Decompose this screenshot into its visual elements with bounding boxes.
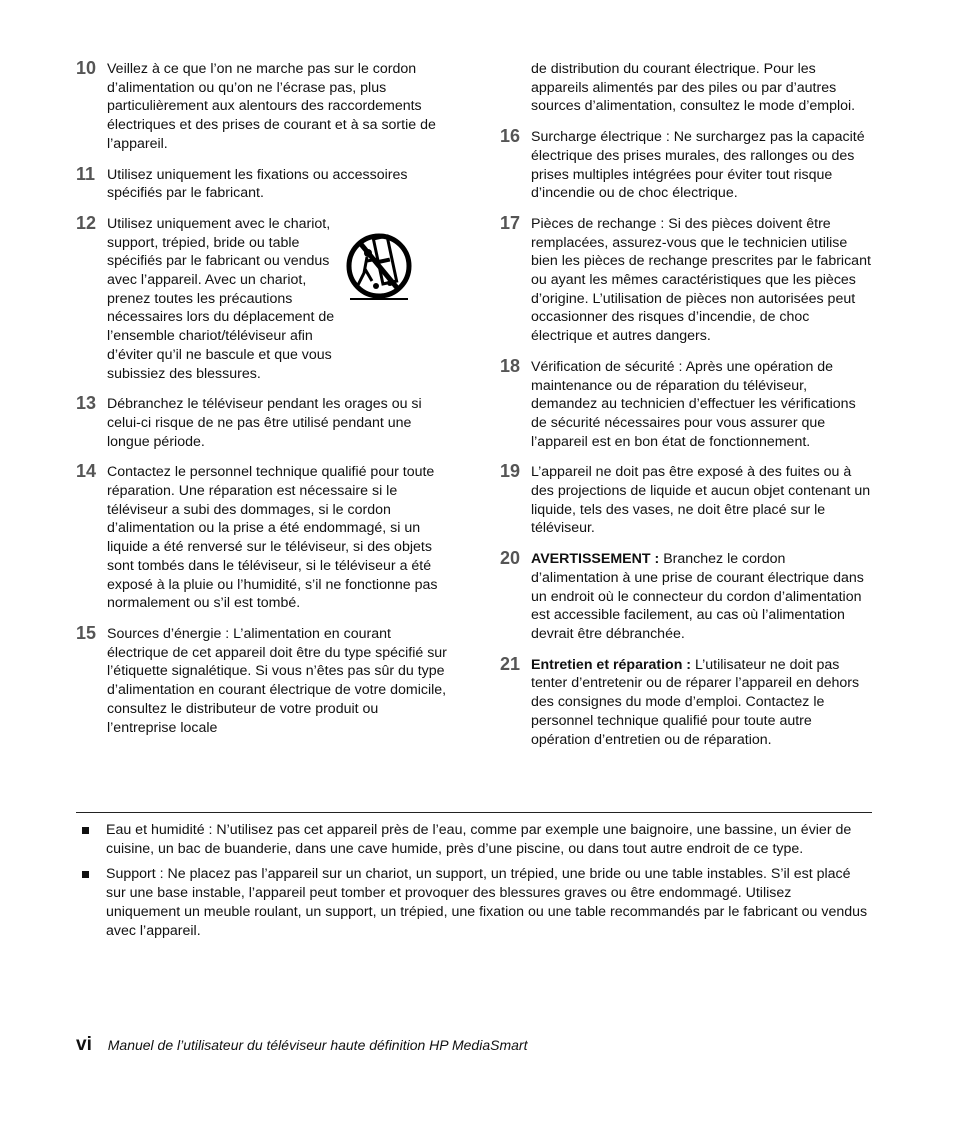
bullet-item (76, 865, 868, 941)
page-number: vi (76, 1034, 92, 1055)
item-text: Débranchez le téléviseur pendant les orages ou si celui-ci risque de ne pas être utilisé pendant une longue période. (107, 396, 422, 450)
instruction-item (76, 463, 448, 613)
item-number: 17 (500, 212, 521, 233)
item-number: 13 (76, 393, 97, 414)
item-number: 19 (500, 461, 521, 482)
item-number: 21 (500, 653, 521, 674)
item-text: Utilisez uniquement les fixations ou accessoires spécifiés par le fabricant. (107, 166, 408, 202)
cart-tip-warning-icon (346, 223, 412, 309)
item-text: Contactez le personnel technique qualifié pour toute réparation. Une réparation est nécessaire si le téléviseur a subi des dommages, si le cordon d’alimentation ou la prise a été endommagé, si un liquide a été renversé sur le téléviseur, si des objets sont tombés dans le téléviseur, si le téléviseur a été exposé à la pluie ou l’humidité, s’il ne fonctionne pas normalement ou s’il est tombé. (107, 464, 438, 612)
bullet-square-icon (82, 871, 89, 878)
item-text: Utilisez uniquement avec le chariot, support, trépied, bride ou table spécifiés par le fabricant ou vendus avec l’appareil. Avec un chariot, prenez toutes les précautions nécessaires lors du déplacement de l’ensemble chariot/téléviseur afin d’éviter qu’il ne bascule et que vous subissiez des blessures. (107, 215, 335, 382)
item-number: 10 (76, 58, 97, 78)
item-text: Vérification de sécurité : Après une opération de maintenance ou de réparation du téléviseur, demandez au technicien d’effectuer les vérifications de sécurité nécessaires pour vous assurer que l’appareil est en bon état de fonctionnement. (531, 358, 856, 450)
left-column (76, 60, 448, 749)
instruction-item (76, 622, 448, 737)
item-body: L’utilisateur ne doit pas tenter d’entretenir ou de réparer l’appareil en dehors des consignes du mode d’emploi. Contactez le personnel technique qualifié pour toute autre opération d’entretien ou de réparation. (531, 656, 860, 748)
instruction-item (76, 163, 448, 203)
bullet-text: Eau et humidité : N’utilisez pas cet appareil près de l’eau, comme par exemple une baignoire, une bassine, un évier de cuisine, un bac de buanderie, dans une cave humide, près d’une piscine, ou dans tout autre endroit de ce type. (106, 822, 852, 857)
item-number: 12 (76, 212, 97, 233)
instruction-item (76, 212, 448, 383)
item-number: 20 (500, 548, 521, 569)
item-text: Surcharge électrique : Ne surchargez pas la capacité électrique des prises murales, des rallonges ou des prises multiples intégrées pour éviter tout risque d’incendie ou de choc électrique. (531, 129, 865, 202)
item-number: 11 (76, 163, 96, 184)
page-footer (76, 1034, 876, 1056)
item-text: Pièces de rechange : Si des pièces doivent être remplacées, assurez-vous que le technicien utilise bien les pièces de rechange prescrites par le fabricant ou ayant les mêmes caractéristiques que les pièces d’origine. L’utilisation de pièces non autorisées peut occasionner des risques d’incendie, de choc électrique et autres dangers. (531, 215, 871, 345)
instruction-item (500, 128, 874, 203)
right-column (500, 60, 874, 761)
item-text: L’appareil ne doit pas être exposé à des fuites ou à des projections de liquide et aucun objet contenant un liquide, tels des vases, ne doit être placé sur le téléviseur. (531, 464, 871, 537)
bullet-text: Support : Ne placez pas l’appareil sur un chariot, un support, un trépied, une bride ou une table instables. S’il est placé sur une base instable, l’appareil peut tomber et provoquer des blessures graves ou être endommagé. Utilisez uniquement un meuble roulant, un support, un trépied, une fixation ou une table recommandés par le fabricant ou vendus avec l’appareil. (106, 866, 868, 939)
bullet-item (76, 821, 868, 859)
manual-title: Manuel de l’utilisateur du téléviseur haute définition HP MediaSmart (107, 1037, 528, 1053)
instruction-item (500, 212, 874, 346)
instruction-item (500, 653, 874, 750)
item-label: AVERTISSEMENT : (531, 551, 660, 568)
item-number: 14 (76, 461, 97, 482)
item-number: 15 (76, 622, 97, 643)
instruction-item (500, 550, 874, 644)
item-number: 18 (500, 355, 521, 376)
bullet-square-icon (82, 827, 89, 834)
item-text: Veillez à ce que l’on ne marche pas sur le cordon d’alimentation ou qu’on ne l’écrase pas, plus particulièrement aux alentours des raccordements électriques et des prises de courant et à sa sortie de l’appareil. (107, 61, 436, 152)
item-continuation: de distribution du courant électrique. Pour les appareils alimentés par des piles ou par d’autres sources d’alimentation, consultez le mode d’emploi. (531, 61, 856, 115)
instruction-item (500, 355, 874, 452)
item-body: Branchez le cordon d’alimentation à une prise de courant électrique dans un endroit où le connecteur du cordon d’alimentation est accessible facilement, au cas où l’alimentation devrait être débranchée. (531, 551, 864, 642)
item-text: Sources d’énergie : L’alimentation en courant électrique de cet appareil doit être du type spécifié sur l’étiquette signalétique. Si vous n’êtes pas sûr du type d’alimentation en courant électrique de votre domicile, consultez le distributeur de votre produit ou l’entreprise locale (107, 625, 447, 736)
item-number: 16 (500, 126, 521, 147)
bullet-list (76, 821, 868, 947)
item-text (531, 656, 874, 750)
instruction-item (76, 60, 448, 154)
instruction-item (500, 463, 874, 538)
section-divider (76, 812, 872, 813)
instruction-item (76, 395, 448, 451)
item-label: Entretien et réparation : (531, 656, 692, 673)
item-text (531, 550, 874, 644)
